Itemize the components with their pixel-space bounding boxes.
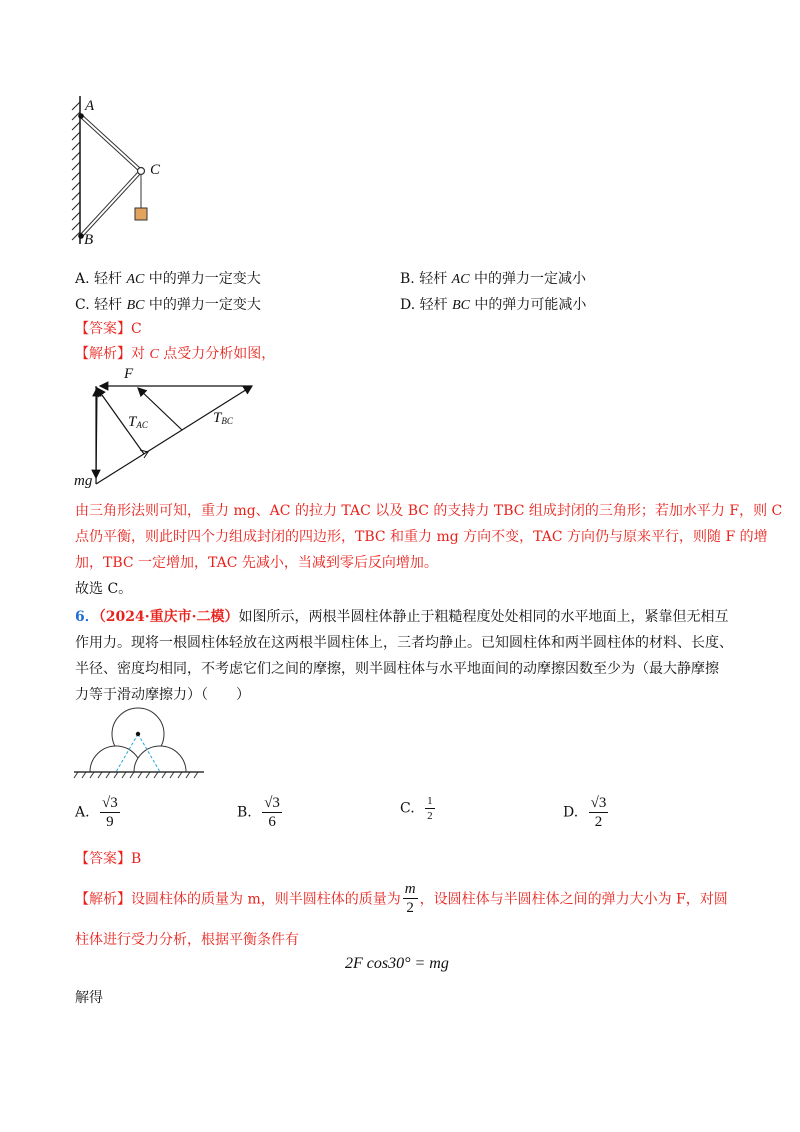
q5-explanation-line-1: 由三角形法则可知，重力 mg、AC 的拉力 TAC 以及 BC 的支持力 TBC 组成封闭的三角形；若加水平力 F，则 C: [75, 503, 783, 519]
q6-stem-line-4: 力等于滑动摩擦力）（ ）: [75, 687, 250, 703]
force-tac-label: $T_{AC}$: [128, 414, 148, 430]
q6-option-c[interactable]: C. $\frac{1}{2}$: [400, 795, 433, 822]
q5-option-a[interactable]: A. 轻杆 AC 中的弹力一定变大: [75, 271, 261, 287]
q5-explanation-line-3: 加，TBC 一定增加，TAC 先减小，当减到零后反向增加。: [75, 555, 438, 571]
q5-conclusion: 故选 C。: [75, 581, 133, 597]
q5-option-d[interactable]: D. 轻杆 BC 中的弹力可能减小: [400, 297, 587, 313]
q6-answer: 【答案】B: [75, 851, 142, 867]
rod-wall-figure: [68, 92, 178, 252]
q5-option-b[interactable]: B. 轻杆 AC 中的弹力一定减小: [400, 271, 586, 287]
q6-stem-line-1: 6．（2024·重庆市·二模）如图所示，两根半圆柱体静止于粗糙程度处处相同的水平地面上，紧靠但无相互: [75, 609, 729, 625]
point-a-label: A: [85, 98, 95, 114]
force-tbc-label: $T_{BC}$: [213, 410, 233, 426]
q6-equation: 2F cos30° = mg: [345, 955, 449, 972]
point-b-label: B: [84, 232, 94, 248]
q6-option-a[interactable]: A. $\frac{√3}{9}$: [75, 795, 118, 830]
q6-option-d[interactable]: D. $\frac{√3}{2}$: [563, 795, 607, 830]
q6-stem-line-3: 半径、密度均相同，不考虑它们之间的摩擦，则半圆柱体与水平地面间的动摩擦因数至少为（最大静摩擦: [75, 661, 719, 677]
q5-analysis-intro: 【解析】对 C 点受力分析如图，: [75, 346, 276, 362]
q6-stem-line-2: 作用力。现将一根圆柱体轻放在这两根半圆柱体上，三者均静止。已知圆柱体和两半圆柱体的材料、长度、: [75, 635, 733, 651]
q6-option-b[interactable]: B. $\frac{√3}{6}$: [237, 795, 280, 830]
q6-analysis-line-1: 【解析】设圆柱体的质量为 m，则半圆柱体的质量为 $\frac{m}{2}$ ，设圆柱体与半圆柱体之间的弹力大小为 F，对圆: [75, 881, 728, 916]
force-mg-label: mg: [74, 473, 93, 489]
q5-explanation-line-2: 点仍平衡，则此时四个力组成封闭的四边形，TBC 和重力 mg 方向不变，TAC 方向仍与原来平行，则随 F 的增: [75, 529, 768, 545]
force-f-label: F: [124, 366, 134, 382]
cylinders-figure: [70, 700, 210, 782]
q5-option-c[interactable]: C. 轻杆 BC 中的弹力一定变大: [75, 297, 261, 313]
q6-analysis-line-2: 柱体进行受力分析，根据平衡条件有: [75, 932, 299, 948]
point-c-label: C: [150, 162, 161, 178]
q5-answer: 【答案】C: [75, 321, 142, 337]
force-triangle-figure: [70, 366, 270, 496]
q6-solve-word: 解得: [75, 990, 103, 1006]
